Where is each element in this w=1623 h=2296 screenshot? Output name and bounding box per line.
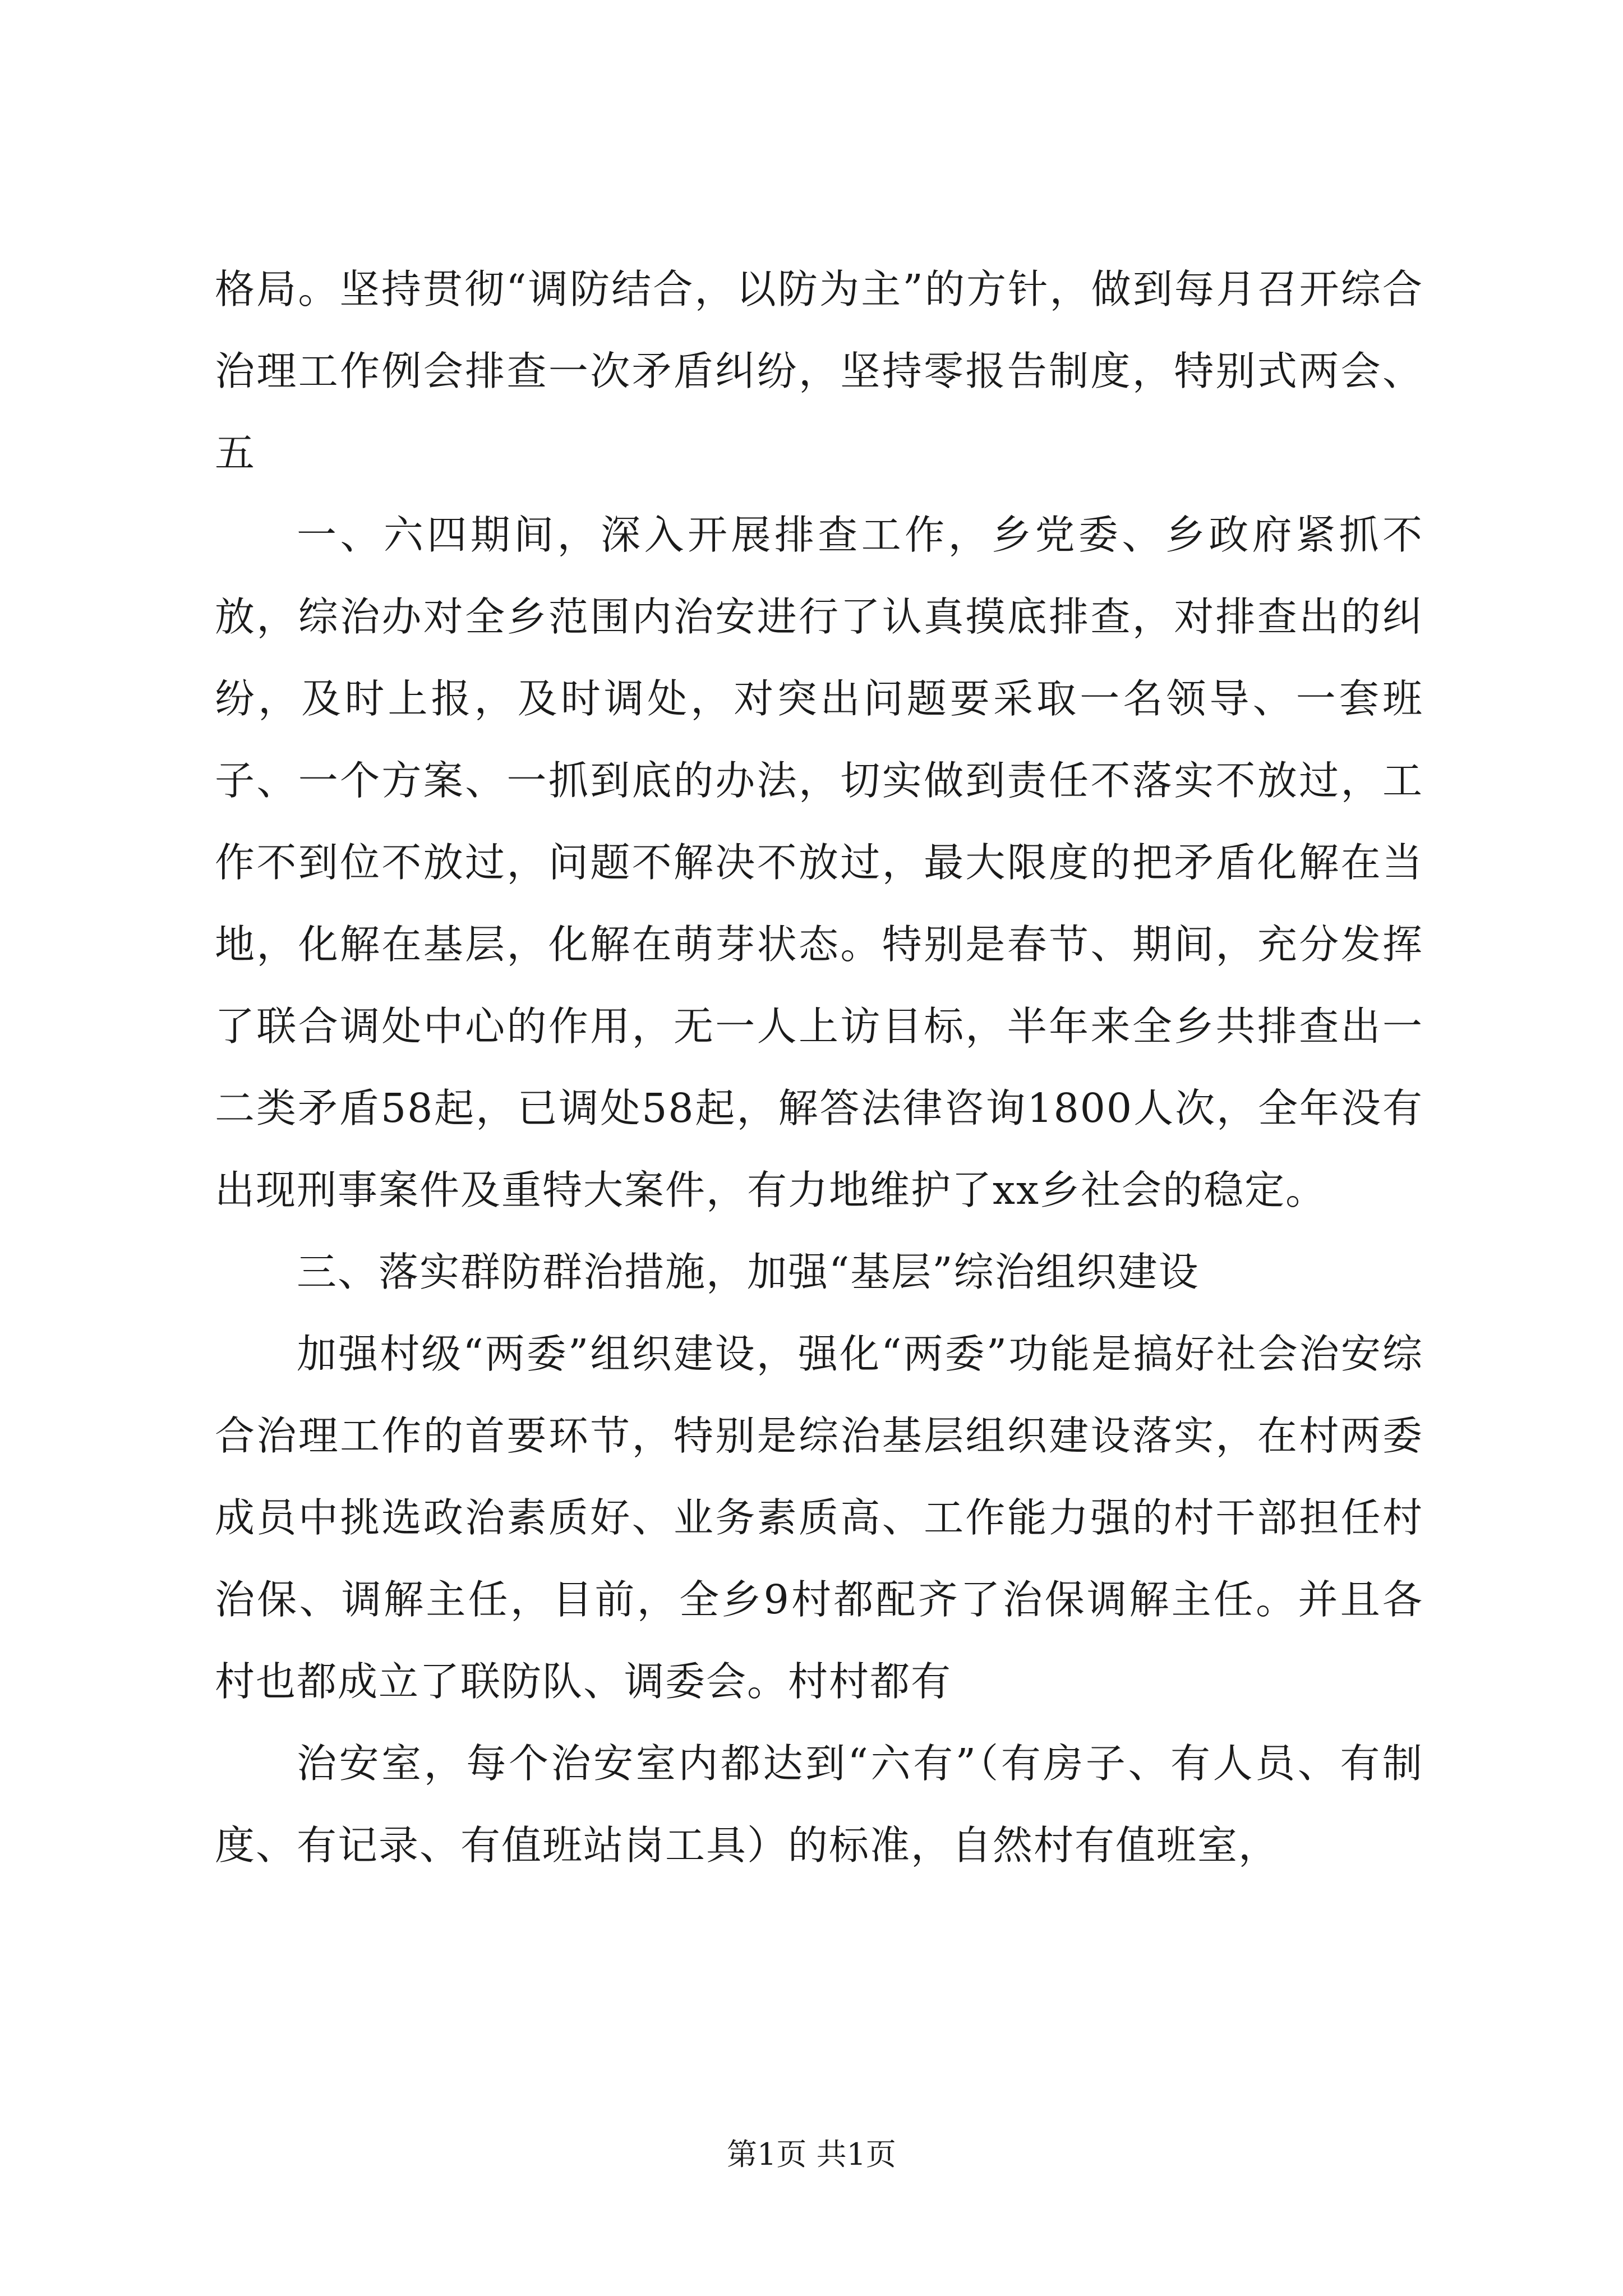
paragraph-1: 格局。坚持贯彻“调防结合，以防为主”的方针，做到每月召开综合治理工作例会排查一次矛盾纠纷，坚持零报告制度，特别式两会、五 xyxy=(215,266,1423,476)
paragraph-2: 一、六四期间，深入开展排查工作，乡党委、乡政府紧抓不放，综治办对全乡范围内治安进行了认真摸底排查，对排查出的纠纷，及时上报，及时调处，对突出问题要采取一名领导、一套班子、一个方案、一抓到底的办法，切实做到责任不落实不放过，工作不到位不放过，问题不解决不放过，最大限度的把矛盾化解在当地，化解在基层，化解在萌芽状态。特别是春节、期间，充分发挥了联合调处中心的作用，无一人上访目标，半年来全乡共排查出一二类矛盾58起，已调处58起，解答法律咨询1800人次，全年没有出现刑事案件及重特大案件，有力地维护了xx乡社会的稳定。 xyxy=(215,512,1423,1213)
paragraph-5: 治安室，每个治安室内都达到“六有”（有房子、有人员、有制度、有记录、有值班站岗工具）的标准，自然村有值班室， xyxy=(215,1740,1423,1869)
page-footer: 第1页 共1页 xyxy=(727,2137,896,2172)
document-body xyxy=(215,249,1423,1887)
paragraph-4: 加强村级“两委”组织建设，强化“两委”功能是搞好社会治安综合治理工作的首要环节，特别是综治基层组织建设落实，在村两委成员中挑选政治素质好、业务素质高、工作能力强的村干部担任村治保、调解主任，目前，全乡9村都配齐了治保调解主任。并且各村也都成立了联防队、调委会。村村都有 xyxy=(215,1331,1423,1705)
section-heading-3: 三、落实群防群治措施，加强“基层”综治组织建设 xyxy=(297,1249,1200,1295)
